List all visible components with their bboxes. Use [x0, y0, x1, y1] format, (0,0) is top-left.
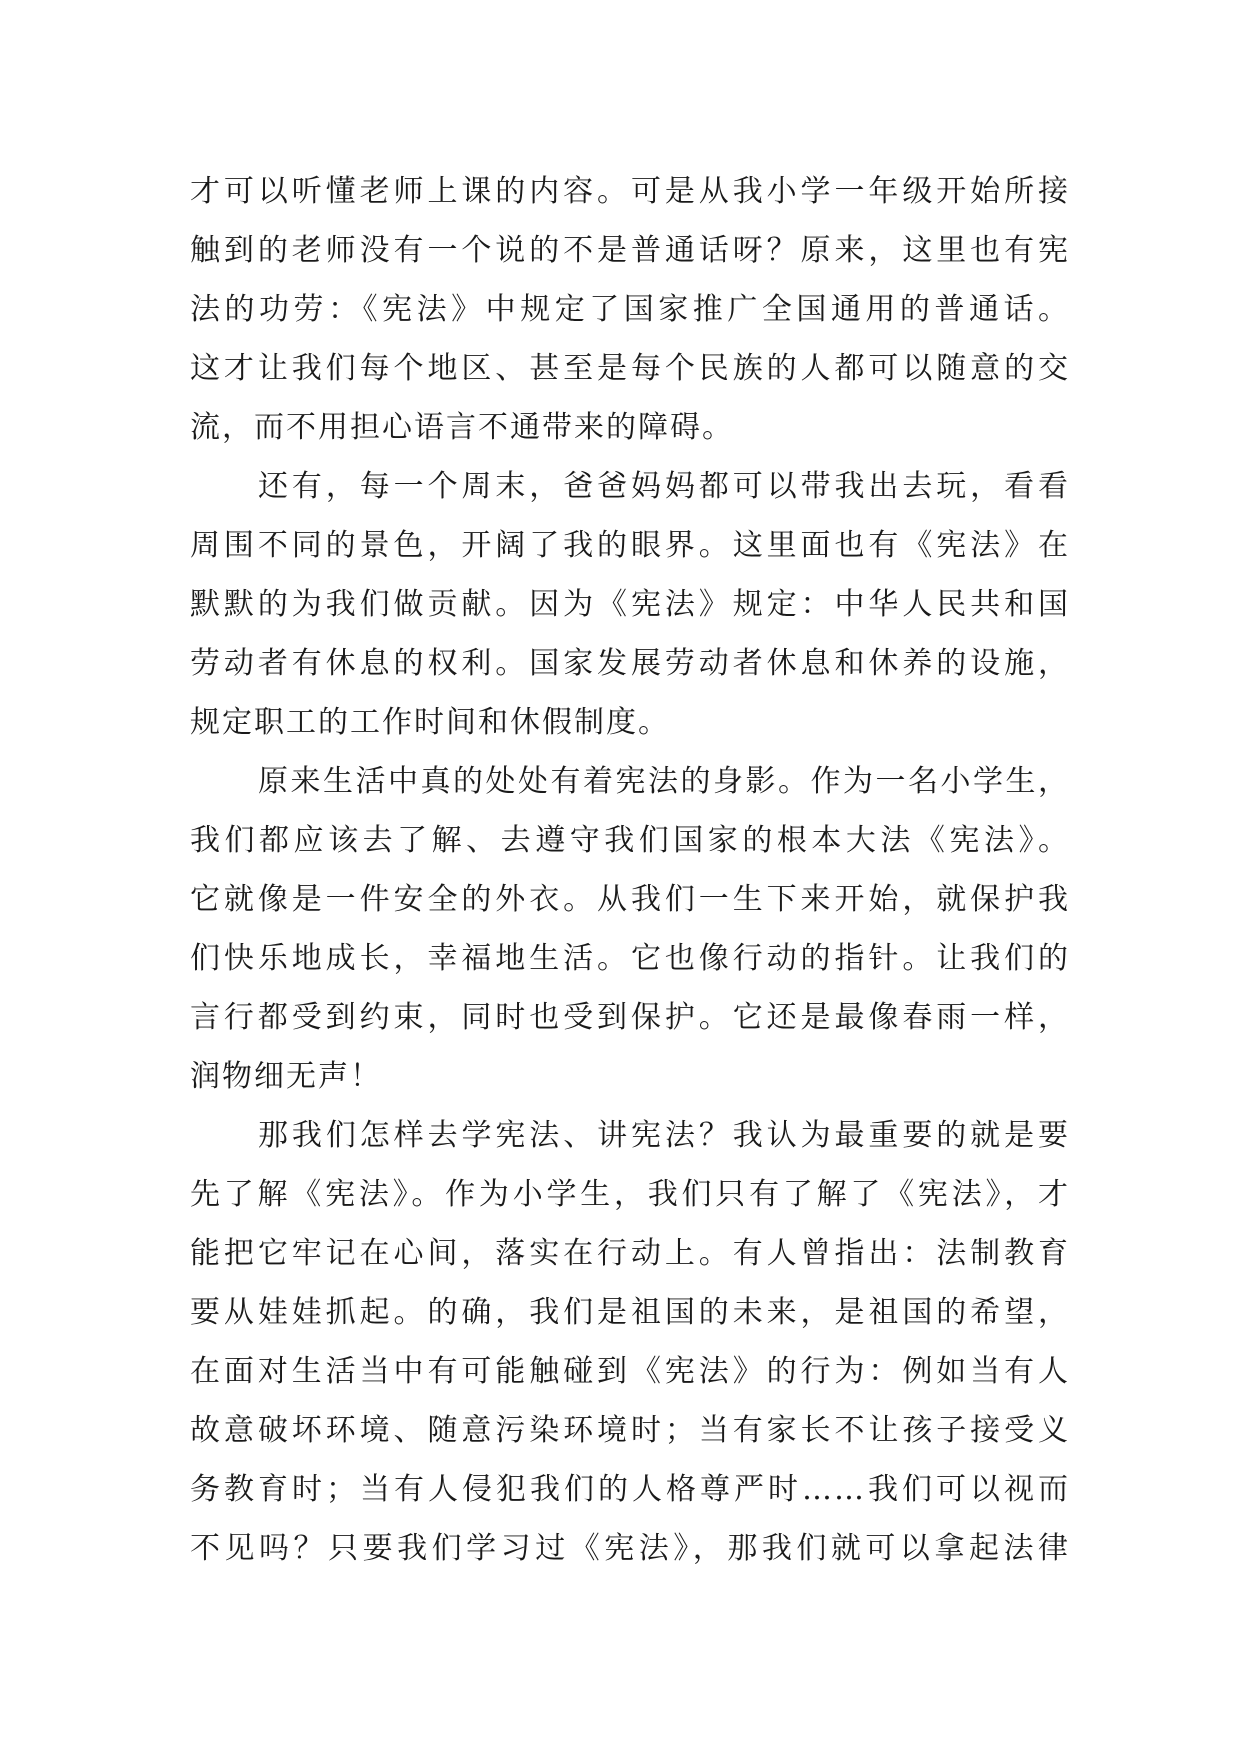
text-line: 规定职工的工作时间和休假制度。	[190, 705, 670, 740]
text-line: 它就像是一件安全的外衣。从我们一生下来开始，就保护我	[190, 882, 1070, 917]
text-line: 们快乐地成长，幸福地生活。它也像行动的指针。让我们的	[190, 941, 1070, 976]
text-line: 还有，每一个周末，爸爸妈妈都可以带我出去玩，看看	[258, 469, 1070, 504]
text-line: 默默的为我们做贡献。因为《宪法》规定：中华人民共和国	[190, 587, 1070, 622]
text-line: 那我们怎样去学宪法、讲宪法？我认为最重要的就是要	[258, 1118, 1070, 1153]
paragraph-1	[190, 162, 1070, 457]
paragraph-3	[190, 752, 1070, 1106]
text-line: 这才让我们每个地区、甚至是每个民族的人都可以随意的交	[190, 351, 1070, 386]
text-line: 务教育时；当有人侵犯我们的人格尊严时……我们可以视而	[190, 1472, 1070, 1507]
body-text	[190, 162, 1070, 1578]
text-line: 润物细无声！	[190, 1059, 382, 1094]
text-line: 先了解《宪法》。作为小学生，我们只有了解了《宪法》，才	[190, 1177, 1070, 1212]
text-line: 在面对生活当中有可能触碰到《宪法》的行为：例如当有人	[190, 1354, 1070, 1389]
text-line: 言行都受到约束，同时也受到保护。它还是最像春雨一样，	[190, 1000, 1070, 1035]
text-line: 法的功劳：《宪法》中规定了国家推广全国通用的普通话。	[190, 292, 1070, 327]
text-line: 要从娃娃抓起。的确，我们是祖国的未来，是祖国的希望，	[190, 1295, 1070, 1330]
text-line: 原来生活中真的处处有着宪法的身影。作为一名小学生，	[258, 764, 1070, 799]
text-line: 能把它牢记在心间，落实在行动上。有人曾指出：法制教育	[190, 1236, 1070, 1271]
paragraph-2	[190, 457, 1070, 752]
text-line: 劳动者有休息的权利。国家发展劳动者休息和休养的设施，	[190, 646, 1070, 681]
text-line: 故意破坏环境、随意污染环境时；当有家长不让孩子接受义	[190, 1413, 1070, 1448]
text-line: 我们都应该去了解、去遵守我们国家的根本大法《宪法》。	[190, 823, 1070, 858]
text-line: 流，而不用担心语言不通带来的障碍。	[190, 410, 734, 445]
text-line: 不见吗？只要我们学习过《宪法》，那我们就可以拿起法律	[190, 1531, 1070, 1566]
paragraph-4	[190, 1106, 1070, 1578]
text-line: 才可以听懂老师上课的内容。可是从我小学一年级开始所接	[190, 174, 1070, 209]
text-line: 触到的老师没有一个说的不是普通话呀？原来，这里也有宪	[190, 233, 1070, 268]
text-line: 周围不同的景色，开阔了我的眼界。这里面也有《宪法》在	[190, 528, 1070, 563]
